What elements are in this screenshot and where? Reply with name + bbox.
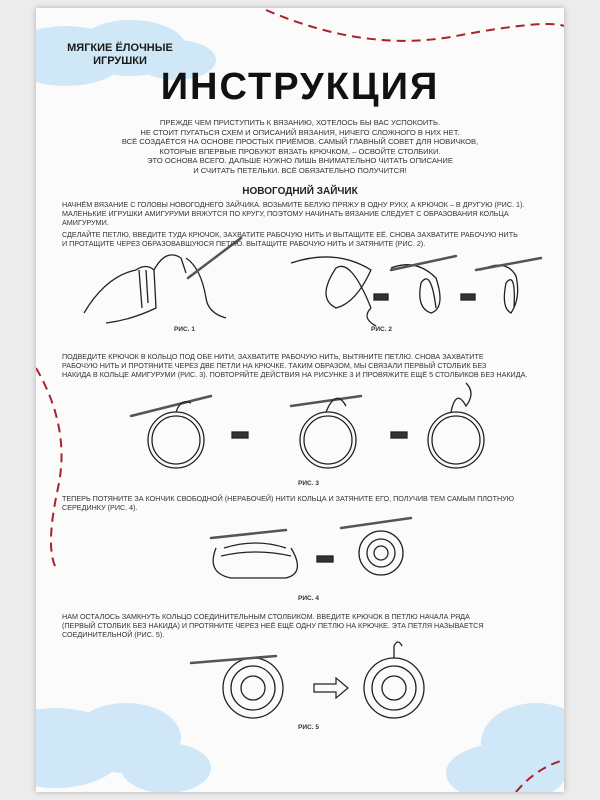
intro-line: ВСЁ СОЗДАЁТСЯ НА ОСНОВЕ ПРОСТЫХ ПРИЁМОВ. САМЫЙ ГЛАВНЫЙ СОВЕТ ДЛЯ НОВИЧКОВ, bbox=[121, 137, 479, 147]
paragraph-2 bbox=[62, 230, 550, 248]
cloud-bottom-left bbox=[36, 703, 211, 792]
paragraph-1 bbox=[62, 200, 550, 227]
intro-text bbox=[96, 118, 504, 176]
brand-line-1: МЯГКИЕ ЁЛОЧНЫЕ bbox=[67, 42, 173, 54]
figure-3-caption: РИС. 3 bbox=[298, 480, 319, 487]
section-title: НОВОГОДНИЙ ЗАЙЧИК bbox=[242, 186, 358, 197]
figure-2-illustration bbox=[291, 256, 541, 326]
paragraph-line: ПОДВЕДИТЕ КРЮЧОК В КОЛЬЦО ПОД ОБЕ НИТИ, ЗАХВАТИТЕ РАБОЧУЮ НИТЬ, ВЫТЯНИТЕ ПЕТЛЮ. СНОВА ЗАХВАТИТЕ bbox=[62, 352, 484, 361]
paragraph-5 bbox=[62, 612, 550, 639]
paragraph-line: СДЕЛАЙТЕ ПЕТЛЮ, ВВЕДИТЕ ТУДА КРЮЧОК, ЗАХВАТИТЕ РАБОЧУЮ НИТЬ И ВЫТАЩИТЕ ЕЁ. СНОВА ЗАХВАТИТЕ РАБОЧУЮ НИТЬ bbox=[62, 230, 518, 239]
figure-5-caption: РИС. 5 bbox=[298, 724, 319, 731]
arrow-right-icon bbox=[314, 678, 348, 698]
intro-line: КОТОРЫЕ ВПЕРВЫЕ ПРОБУЮТ ВЯЗАТЬ КРЮЧКОМ, – ОСВОЙТЕ СТОЛБИКИ. bbox=[159, 146, 441, 156]
intro-line: НЕ СТОИТ ПУГАТЬСЯ СХЕМ И ОПИСАНИЙ ВЯЗАНИЯ, НИЧЕГО СЛОЖНОГО В НИХ НЕТ. bbox=[140, 127, 460, 137]
paragraph-line: НАМ ОСТАЛОСЬ ЗАМКНУТЬ КОЛЬЦО СОЕДИНИТЕЛЬНЫМ СТОЛБИКОМ. ВВЕДИТЕ КРЮЧОК В ПЕТЛЮ НАЧАЛА РЯДА bbox=[62, 612, 470, 621]
figure-2-caption: РИС. 2 bbox=[371, 326, 392, 333]
intro-line: И СЧИТАТЬ ПЕТЕЛЬКИ. ВСЁ ОБЯЗАТЕЛЬНО ПОЛУЧИТСЯ! bbox=[193, 165, 407, 175]
brand-label bbox=[60, 42, 180, 68]
figure-4-caption: РИС. 4 bbox=[298, 595, 319, 602]
cloud-bottom-right bbox=[446, 703, 564, 792]
instruction-sheet bbox=[36, 8, 564, 792]
paragraph-3 bbox=[62, 352, 550, 379]
brand-line-2: ИГРУШКИ bbox=[93, 55, 147, 67]
intro-line: ЭТО ОСНОВА ВСЕГО. ДАЛЬШЕ НУЖНО ЛИШЬ ВНИМАТЕЛЬНО ЧИТАТЬ ОПИСАНИЕ bbox=[147, 156, 453, 166]
paragraph-4 bbox=[62, 494, 550, 512]
paragraph-line: МАЛЕНЬКИЕ ИГРУШКИ АМИГУРУМИ ВЯЖУТСЯ ПО КРУГУ, ПОЭТОМУ НАЧИНАТЬ ВЯЗАНИЕ СЛЕДУЕТ С ОБРАЗОВАНИЯ КОЛЬЦА bbox=[62, 209, 509, 218]
figure-4-illustration bbox=[211, 518, 411, 578]
paragraph-line: СОЕДИНИТЕЛЬНОЙ (РИС. 5). bbox=[62, 630, 165, 639]
paragraph-line: НАКИДА В КОЛЬЦЕ АМИГУРУМИ (РИС. 3). ПОВТОРЯЙТЕ ДЕЙСТВИЯ НА РИСУНКЕ 3 И ПРОВЯЖИТЕ ЕЩЁ 5 СТОЛБИКОВ БЕЗ НАКИДА. bbox=[62, 370, 528, 379]
figure-5-illustration bbox=[191, 642, 424, 718]
paragraph-line: НАЧНЁМ ВЯЗАНИЕ С ГОЛОВЫ НОВОГОДНЕГО ЗАЙЧИКА. ВОЗЬМИТЕ БЕЛУЮ ПРЯЖУ В ОДНУ РУКУ, А КРЮЧОК – В ДРУГУЮ (РИС. 1). bbox=[62, 200, 525, 209]
page-title: ИНСТРУКЦИЯ bbox=[160, 66, 440, 108]
figure-1-caption: РИС. 1 bbox=[174, 326, 195, 333]
paragraph-line: РАБОЧУЮ НИТЬ И ПРОТЯНИТЕ ЧЕРЕЗ ДВЕ ПЕТЛИ НА КРЮЧКЕ. ТАКИМ ОБРАЗОМ, МЫ СВЯЗАЛИ ПЕРВЫЙ СТОЛБИК БЕЗ bbox=[62, 361, 487, 370]
paragraph-line: СЕРЕДИНКУ (РИС. 4). bbox=[62, 503, 138, 512]
paragraph-line: АМИГУРУМИ. bbox=[62, 218, 109, 227]
paragraph-line: (ПЕРВЫЙ СТОЛБИК БЕЗ НАКИДА) И ПРОТЯНИТЕ ЧЕРЕЗ НЕЁ ЕЩЁ ОДНУ ПЕТЛЮ НА КРЮЧКЕ. ЭТА ПЕТЛЯ НАЗЫВАЕТСЯ bbox=[62, 621, 484, 630]
paragraph-line: И ПРОТАЩИТЕ ЧЕРЕЗ ОБРАЗОВАВШУЮСЯ ПЕТЛЮ. ВЫТАЩИТЕ РАБОЧУЮ НИТЬ И ЗАТЯНИТЕ (РИС. 2). bbox=[62, 239, 426, 248]
paragraph-line: ТЕПЕРЬ ПОТЯНИТЕ ЗА КОНЧИК СВОБОДНОЙ (НЕРАБОЧЕЙ) НИТИ КОЛЬЦА И ЗАТЯНИТЕ ЕГО, ПОЛУЧИВ ТЕМ САМЫМ ПЛОТНУЮ bbox=[62, 494, 514, 503]
figure-1-illustration bbox=[84, 238, 241, 323]
dash-line-top-right bbox=[266, 10, 564, 41]
intro-line: ПРЕЖДЕ ЧЕМ ПРИСТУПИТЬ К ВЯЗАНИЮ, ХОТЕЛОСЬ БЫ ВАС УСПОКОИТЬ. bbox=[159, 118, 441, 127]
figure-3-illustration bbox=[131, 383, 484, 468]
dash-line-left bbox=[36, 368, 62, 568]
